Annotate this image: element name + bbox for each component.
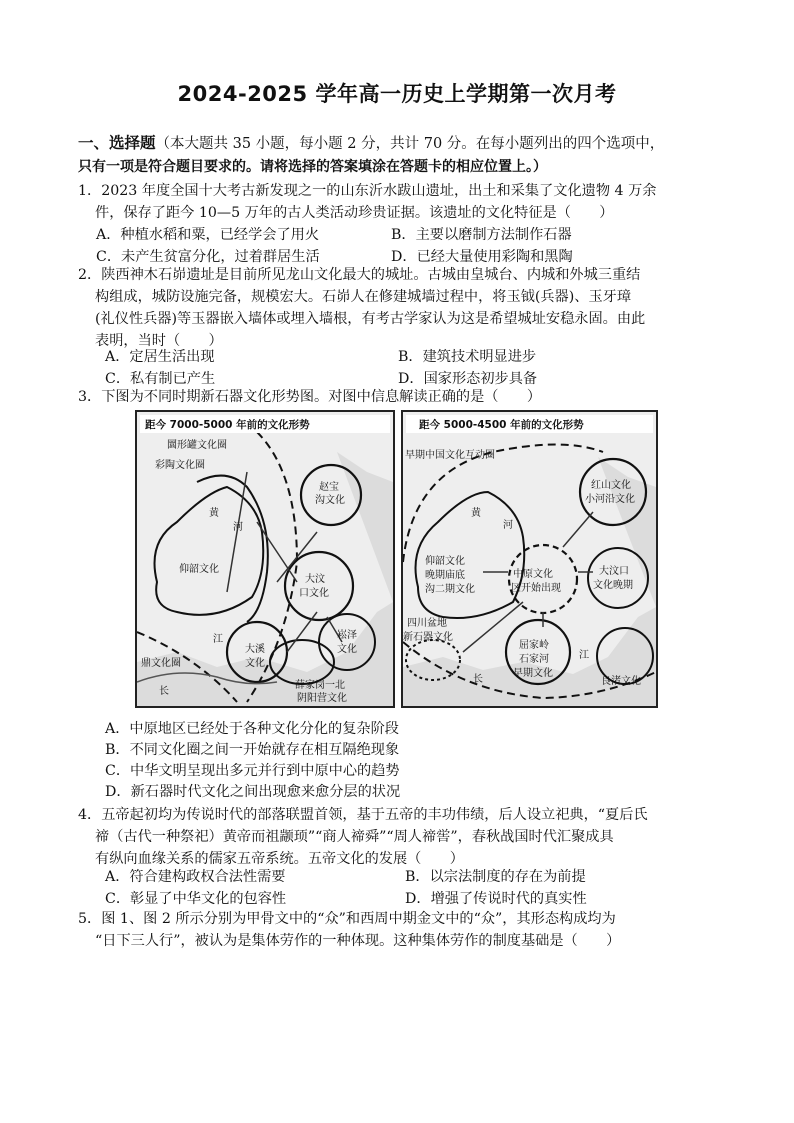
map-label: 区开始出现 [511,583,561,594]
map-label: 早期中国文化互动圈 [405,450,495,461]
option-d[interactable]: D．增强了传说时代的真实性 [405,891,587,907]
map-label: 良渚文化 [601,676,641,687]
question-text: 构组成，城防设施完备，规模宏大。石峁人在修建城墙过程中，将玉钺(兵器)、玉牙璋 [95,289,632,305]
question-text: 2．陕西神木石峁遗址是目前所见龙山文化最大的城址。古城由皇城台、内城和外城三重结 [78,267,641,283]
map-left-figure [137,412,393,706]
map-right-figure [403,412,656,706]
section-heading: 一、选择题 [78,134,156,152]
question-1 [78,180,723,224]
map-label: 大溪 [245,644,265,655]
map-right-title: 距今 5000-4500 年前的文化形势 [419,419,584,431]
map-label: 早期文化 [513,668,553,679]
map-label: 屈家岭 [519,640,549,651]
question-text: 禘（古代一种祭祀）黄帝而祖颛顼”“商人禘舜”“周人禘喾”，春秋战国时代汇聚成具 [95,829,614,845]
map-label: 大汶 [305,574,325,585]
map-label: 文化 [337,644,357,655]
question-4 [78,804,723,870]
option-a[interactable]: A．中原地区已经处于各种文化分化的复杂阶段 [105,721,399,737]
question-text: 1．2023 年度全国十大考古新发现之一的山东沂水跋山遗址，出土和采集了文化遗物 4 万余 [78,183,657,199]
question-text: “日下三人行”，被认为是集体劳作的一种体现。这种集体劳作的制度基础是（ ） [95,933,621,949]
option-b[interactable]: B．建筑技术明显进步 [398,349,537,365]
option-b[interactable]: B．以宗法制度的存在为前提 [405,869,586,885]
option-b[interactable]: B．不同文化圈之间一开始就存在相互隔绝现象 [105,742,400,758]
map-label: 小河沿文化 [585,494,635,505]
option-d[interactable]: D．新石器时代文化之间出现愈来愈分层的状况 [105,784,401,800]
map-left-title: 距今 7000-5000 年前的文化形势 [145,419,310,431]
map-label: 中原文化 [513,569,553,580]
question-2 [78,264,723,352]
option-b[interactable]: B．主要以磨制方法制作石器 [391,227,572,243]
map-label: 仰韶文化 [425,556,465,567]
option-a[interactable]: A．符合建构政权合法性需要 [105,869,286,885]
map-label: 黄 [471,508,481,519]
question-5 [78,908,723,952]
map-label: 新石器文化 [403,632,453,643]
option-c[interactable]: C．中华文明呈现出多元并行到中原中心的趋势 [105,763,400,779]
map-label: 圜形罐文化圈 [167,440,227,451]
question-text: 表明，当时（ ） [95,333,223,349]
map-label: 河 [503,520,513,531]
map-left [135,410,395,708]
question-text: 5．图 1、图 2 所示分别为甲骨文中的“众”和西周中期金文中的“众”，其形态构成均为 [78,911,616,927]
section-instruction-2: 只有一项是符合题目要求的。请将选择的答案填涂在答题卡的相应位置上。） [78,159,547,175]
map-label: 石家河 [519,654,549,665]
map-label: 晚期庙底 [425,570,465,581]
map-label: 江 [579,650,589,661]
map-label: 江 [213,634,223,645]
map-label: 沟二期文化 [425,584,475,595]
map-label: 彩陶文化圈 [155,460,205,471]
map-label: 口文化 [299,588,329,599]
map-label: 四川盆地 [407,618,447,629]
option-c[interactable]: C．私有制已产生 [105,371,216,387]
map-label: 阴阳营文化 [297,693,347,704]
map-label: 河 [233,522,243,533]
map-label: 黄 [209,508,219,519]
question-3 [78,386,723,408]
question-text: 3．下图为不同时期新石器文化形势图。对图中信息解读正确的是（ ） [78,389,542,405]
map-label: 赵宝 [319,482,339,493]
question-text: 件，保存了距今 10—5 万年的古人类活动珍贵证据。该遗址的文化特征是（ ） [95,205,614,221]
map-label: 仰韶文化 [179,564,219,575]
question-text: 有纵向血缘关系的儒家五帝系统。五帝文化的发展（ ） [95,851,464,867]
page-title: 2024-2025 学年高一历史上学期第一次月考 [177,82,617,106]
map-label: 长 [473,674,483,685]
option-a[interactable]: A．种植水稻和粟，已经学会了用火 [96,227,320,243]
map-label: 文化 [245,658,265,669]
map-label: 大汶口 [599,566,629,577]
section-header [78,132,728,179]
option-a[interactable]: A．定居生活出现 [105,349,215,365]
option-c[interactable]: C．未产生贫富分化，过着群居生活 [96,249,320,265]
map-label: 文化晚期 [593,580,633,591]
option-d[interactable]: D．国家形态初步具备 [398,371,538,387]
option-c[interactable]: C．彰显了中华文化的包容性 [105,891,287,907]
map-label: 崧泽 [337,630,357,641]
option-d[interactable]: D．已经大量使用彩陶和黑陶 [391,249,573,265]
question-text: (礼仪性兵器)等玉器嵌入墙体或埋入墙根，有考古学家认为这是希望城址安稳永固。由此 [95,311,646,327]
section-instruction-1: （本大题共 35 小题，每小题 2 分，共计 70 分。在每小题列出的四个选项中， [155,136,665,152]
map-label: 薛家岗一北 [295,680,345,691]
map-label: 鼎文化圈 [141,658,181,669]
question-text: 4．五帝起初均为传说时代的部落联盟首领，基于五帝的丰功伟绩，后人设立祀典，“夏后氏 [78,807,648,823]
map-right [401,410,658,708]
map-label: 红山文化 [591,480,631,491]
map-label: 长 [159,686,169,697]
map-label: 沟文化 [315,495,345,506]
